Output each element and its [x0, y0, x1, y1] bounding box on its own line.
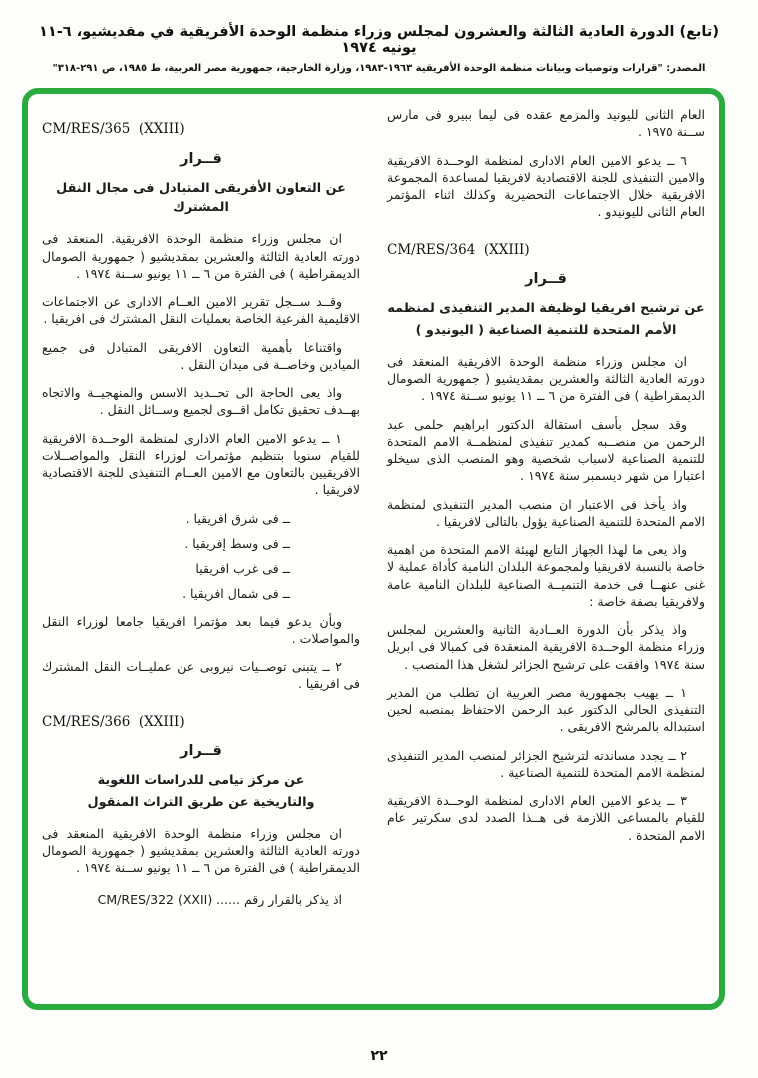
paragraph: واذ يعى الحاجة الى تحــديد الاسس والمنهجيــة والاتجاه بهــدف تحقيق تكامل اقــوى لجميع وســائل النقل .: [42, 385, 360, 418]
page-number: ٢٢: [370, 1048, 388, 1064]
source-citation: المصدر: "قرارات وتوصيات وبيانات منظمة الوحدة الأفريقية ١٩٦٣-١٩٨٣، وزارة الخارجية، جمهورية مصر العربية، ط ١٩٨٥، ص ٢٩١-٣١٨": [52, 63, 706, 74]
region-list-item: ــ فى شمال افريقيا .: [182, 586, 290, 602]
paragraph: ان مجلس وزراء منظمة الوحدة الافريقية المنعقد فى دورته العادية الثالثة والعشرين بمقديشيو ( جمهورية الصومال الديمقراطية ) فى الفترة من ٦ ــ ١١ يونيو ســنة ١٩٧٤ .: [42, 825, 360, 876]
paragraph: وبأن يدعو فيما بعد مؤتمرا افريقيا جامعا لوزراء النقل والمواصلات .: [42, 613, 360, 646]
paragraph: ٦ ــ يدعو الامين العام الادارى لمنظمة الوحــدة الافريقية والامين التنفيذى للجنة الاقتصادية لافريقيا لمساعدة المجموعة الافريقية خلال الاجتماعات التحضيرية وكذلك اثناء المؤتمر العام الثانى لليونيدو .: [387, 152, 705, 220]
resolution-subject-line: عن مركز نيامى للدراسات اللغوية: [97, 773, 305, 789]
paragraph: ٣ ــ يدعو الامين العام الادارى لمنظمة الوحــدة الافريقية للقيام بالمساعى اللازمة فى هــذا الصدد لدى سكرتير عام الامم المتحدة .: [387, 793, 705, 843]
resolution-subject-line: عن ترشيح افريقيا لوظيفة المدير التنفيذى لمنظمه: [387, 301, 705, 317]
region-list-item: ــ فى شرق افريقيا .: [185, 510, 290, 526]
green-border-frame: [22, 88, 725, 1010]
resolution-subject-line: عن التعاون الأفريقى المتبادل فى مجال النقل المشترك: [56, 180, 346, 216]
paragraph: ان مجلس وزراء منظمة الوحدة الافريقية. المنعقد فى دورته العادية الثالثة والعشرين بمقديشيو ( جمهورية الصومال الديمقراطية ) فى الفترة من ٦ ــ ١١ يونيو ســنة ١٩٧٤ .: [42, 231, 360, 281]
column-right: [387, 106, 705, 992]
page-header: [30, 24, 728, 74]
resolution-subject-line: الأمم المتحدة للتنمية الصناعية ( اليونيدو ): [415, 322, 677, 338]
resolution-id-364: CM/RES/364 (XXIII): [387, 241, 530, 258]
paragraph: وقد سجل بأسف استقالة الدكتور ابراهيم حلمى عبد الرحمن من منصــبه كمدير تنفيذى لمنظمــة الامم المتحدة للتنمية الصناعية لاسباب شخصية وهو المنصب الذى سيخلو اعتبارا من شهر ديسمبر سنة ١٩٧٤ .: [387, 416, 705, 484]
continued-paragraph: العام الثانى لليونيد والمزمع عقده فى ليما ببيرو فى مارس ســنة ١٩٧٥ .: [387, 107, 705, 140]
region-list-item: ــ فى وسط إفريقيا .: [184, 535, 290, 551]
session-title: (تابع) الدورة العادية الثالثة والعشرون لمجلس وزراء منظمة الوحدة الأفريقية في مقديشيو، ٦-١١ يونيه ١٩٧٤: [39, 24, 719, 56]
paragraph: واقتناعا بأهمية التعاون الافريقى المتبادل فى جميع الميادين وخاصــة فى ميدان النقل .: [42, 339, 360, 372]
recall-resolution-line: اذ يذكر بالقرار رقم ...... CM/RES/322 (XXII): [97, 891, 342, 907]
paragraph: ٢ ــ يتبنى توصــيات نيروبى عن عمليــات النقل المشترك فى افريقيا .: [42, 659, 360, 692]
resolution-id-366: CM/RES/366 (XXIII): [42, 713, 185, 730]
resolution-subject-line: والتاريخية عن طريق التراث المنقول: [87, 794, 315, 810]
resolution-id-365: CM/RES/365 (XXIII): [42, 121, 185, 137]
paragraph: واذ يذكر بأن الدورة العــادية الثانية والعشرين لمجلس وزراء منظمة الوحــدة الافريقية المنعقدة فى كمبالا فى ابريل سنة ١٩٧٤ وافقت على ترشيح الجزائر لشغل هذا المنصب .: [387, 622, 705, 672]
paragraph: ان مجلس وزراء منظمة الوحدة الافريقية المنعقد فى دورته العادية الثالثة والعشرين بمقديشيو ( جمهورية الصومال الديمقراطية ) فى الفترة من ٦ ــ ١١ يونيو ســنة ١٩٧٤ .: [387, 353, 705, 404]
region-list-item: ــ فى غرب افريقيا: [195, 561, 290, 577]
paragraph: ١ ــ يهيب بجمهورية مصر العربية ان تطلب من المدير التنفيذى الحالى الدكتور عبد الرحمن الاحتفاظ بمنصبه لحين استبداله بالمرشح الافريقى .: [387, 684, 705, 735]
resolution-title: قــرار: [180, 150, 222, 167]
resolution-title: قــرار: [525, 271, 567, 288]
paragraph: وقــد ســجل تقرير الامين العــام الادارى عن الاجتماعات الاقليمية الفرعية الخاصة بعمليات النقل المشترك فى افريقيا .: [42, 294, 360, 327]
column-left: [42, 106, 360, 992]
paragraph: واذ يأخذ فى الاعتبار ان منصب المدير التنفيذى لمنظمة الامم المتحدة للتنمية الصناعية يؤول بالتالى لافريقيا .: [387, 496, 705, 529]
resolution-title: قــرار: [180, 743, 222, 760]
two-column-layout: [42, 106, 705, 992]
paragraph: ٢ ــ يجدد مساندته لترشيح الجزائر لمنصب المدير التنفيذى لمنظمة الامم المتحدة للتنمية الصناعية .: [387, 747, 705, 780]
paragraph: واذ يعى ما لهذا الجهاز التابع لهيئة الامم المتحدة من اهمية خاصة بالنسبة لافريقيا ولمجموعة البلدان النامية كأداة عملية لا غنى عنهــا فى خدمة التنميــة الصناعية للبلدان النامية عامة ولافريقيا بصفة خاصة :: [387, 542, 705, 609]
paragraph: ١ ــ يدعو الامين العام الادارى لمنظمة الوحــدة الافريقية للقيام سنويا بتنظيم مؤتمرات لوزراء النقل والمواصــلات الافريقيين بالتعاون مع الامين العــام التنفيذى للجنة الاقتصادية لافريقيا .: [42, 430, 360, 498]
